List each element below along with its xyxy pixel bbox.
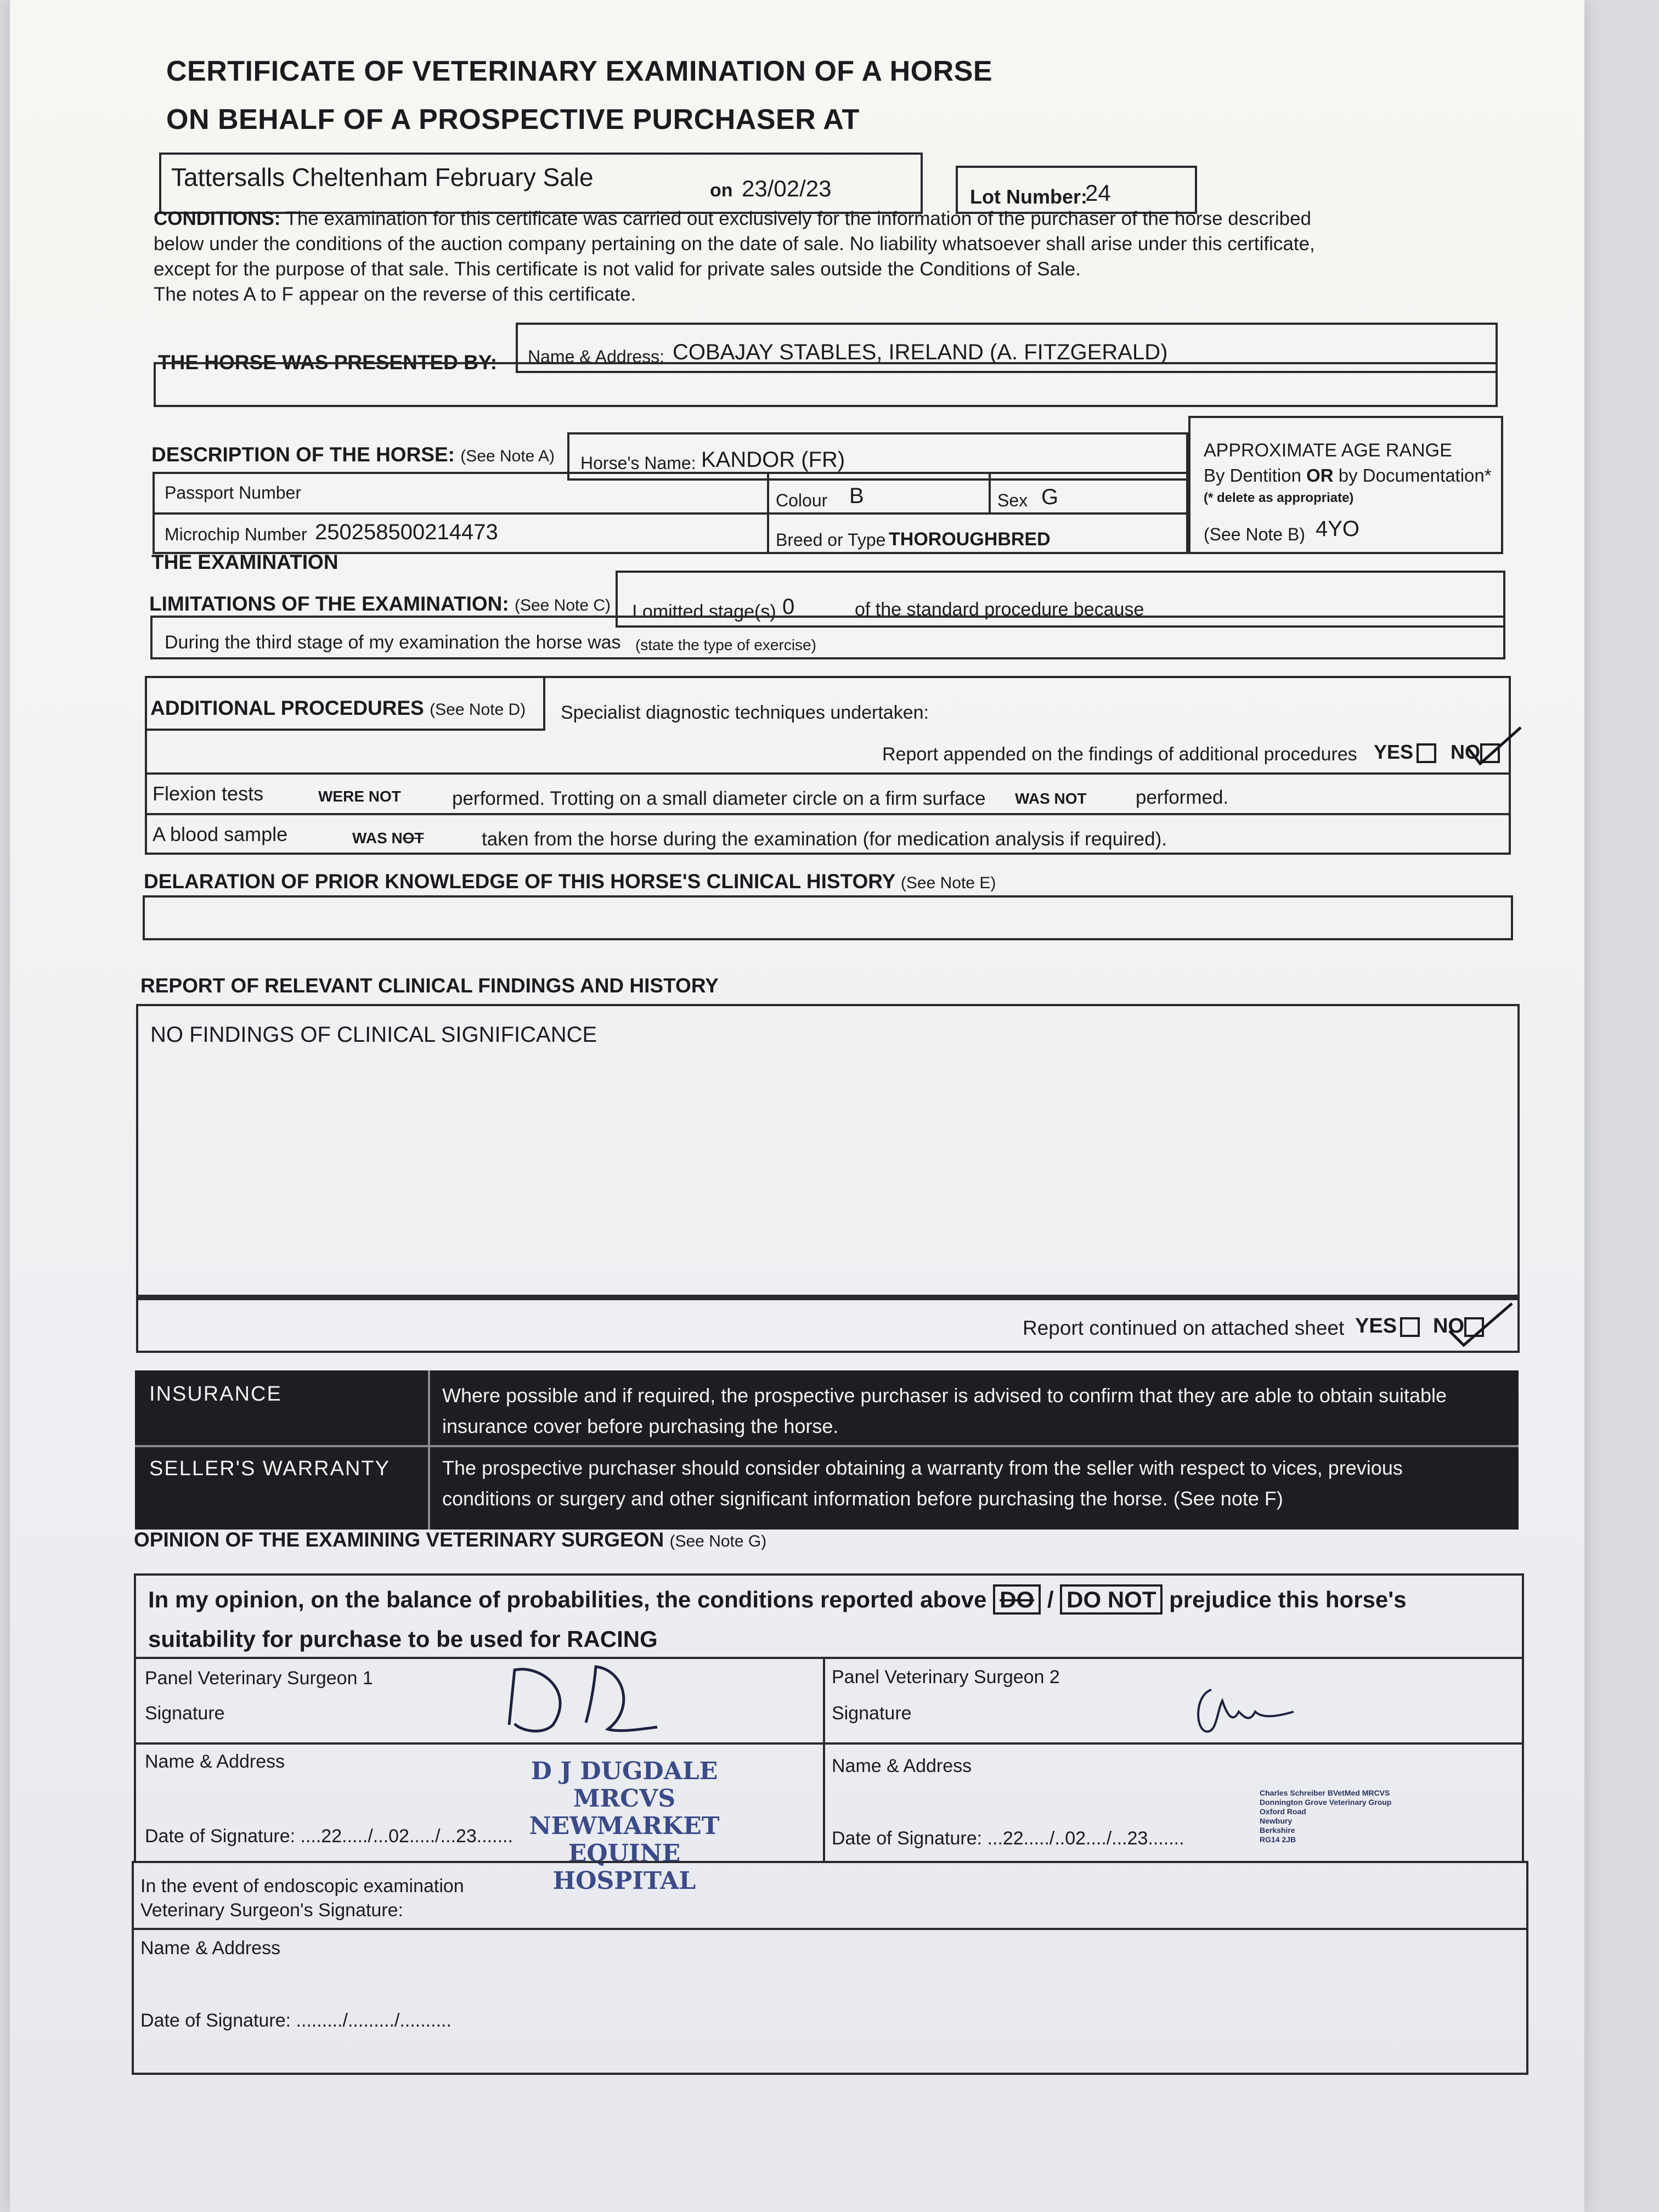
endoscopic-date-value: ........./........./.......... — [296, 2010, 452, 2031]
sale-box — [159, 153, 923, 214]
age-note: (See Note B) — [1204, 524, 1305, 544]
report-appended-no-label: NO — [1451, 741, 1480, 763]
report-continued-label: Report continued on attached sheet — [1023, 1317, 1345, 1339]
age-box — [1188, 416, 1503, 554]
report-appended-yes-checkbox[interactable] — [1417, 743, 1436, 763]
endoscopic-text — [140, 1874, 464, 1922]
insurance-text — [442, 1380, 1447, 1442]
report-continued-yes-checkbox[interactable] — [1400, 1317, 1420, 1337]
sex-value: G — [1041, 485, 1059, 509]
surgeon1-signature-label: Signature — [145, 1703, 225, 1724]
limitations-note: (See Note C) — [514, 596, 611, 614]
declaration-label — [144, 870, 996, 893]
horse-name-label: Horse's Name: — [580, 453, 696, 473]
certificate-title: CERTIFICATE OF VETERINARY EXAMINATION OF A HORSE — [166, 55, 993, 87]
third-stage-note: (state the type of exercise) — [635, 636, 816, 653]
warranty-line-2: conditions or surgery and other significant information before purchasing the horse. (See note F) — [442, 1487, 1283, 1510]
surgeon2-stamp-line-4: Newbury — [1260, 1816, 1293, 1825]
age-by-documentation: by Documentation* — [1338, 465, 1492, 486]
opinion-box — [134, 1573, 1524, 1659]
report-appended-label: Report appended on the findings of additional procedures — [882, 744, 1357, 765]
trotting-text: performed. — [1136, 787, 1229, 808]
colour-value: B — [849, 484, 864, 508]
endoscopic-date — [140, 2010, 452, 2032]
omitted-label: I omitted stage(s) — [632, 601, 776, 622]
flexion-text: performed. Trotting on a small diameter circle on a firm surface — [452, 788, 986, 809]
opinion-do-struck: DO — [993, 1584, 1041, 1615]
flexion-value: WERE NOT — [318, 788, 401, 805]
report-label: REPORT OF RELEVANT CLINICAL FINDINGS AND HISTORY — [140, 974, 719, 997]
additional-label-text: ADDITIONAL PROCEDURES — [150, 697, 424, 719]
breed-label: Breed or Type — [776, 530, 886, 550]
declaration-box — [143, 895, 1513, 940]
warranty-line-1: The prospective purchaser should consider obtaining a warranty from the seller with respect to vices, previous — [442, 1457, 1403, 1479]
opinion-text-b: prejudice this horse's — [1169, 1587, 1407, 1612]
surgeon2-stamp-line-3: Oxford Road — [1260, 1807, 1306, 1816]
surgeon2-name-label: Name & Address — [832, 1756, 972, 1776]
insurance-label: INSURANCE — [149, 1383, 282, 1406]
report-appended-no-tick — [1464, 720, 1524, 769]
age-value: 4YO — [1316, 517, 1360, 541]
report-finding: NO FINDINGS OF CLINICAL SIGNIFICANCE — [150, 1023, 597, 1047]
additional-label — [150, 697, 526, 720]
blood-label: A blood sample — [153, 823, 288, 845]
declaration-label-text: DELARATION OF PRIOR KNOWLEDGE OF THIS HORSE'S CLINICAL HISTORY — [144, 870, 895, 893]
report-appended-yes-label: YES — [1374, 741, 1414, 763]
description-label — [151, 443, 555, 466]
specialist-label: Specialist diagnostic techniques undertaken: — [561, 702, 929, 723]
surgeon1-signature — [498, 1659, 674, 1741]
surgeon1-stamp-line-2: NEWMARKET — [529, 1812, 720, 1840]
horse-name: KANDOR (FR) — [701, 448, 845, 472]
opinion-text-a: In my opinion, on the balance of probabilities, the conditions reported above — [148, 1587, 987, 1612]
surgeon1-date-value: ....22...../...02...../...23....... — [300, 1826, 513, 1847]
flexion-label: Flexion tests — [153, 782, 264, 805]
opinion-label-text: OPINION OF THE EXAMINING VETERINARY SURGEON — [134, 1528, 664, 1551]
horse-details-box — [153, 472, 1188, 554]
age-method — [1204, 465, 1492, 486]
report-appended-yes — [1374, 741, 1436, 764]
sale-on-label: on — [710, 180, 733, 201]
presented-name-label: Name & Address: — [528, 347, 664, 366]
surgeon2-title: Panel Veterinary Surgeon 2 — [832, 1667, 1060, 1688]
endoscopic-name-label: Name & Address — [140, 1938, 281, 1959]
endoscopic-line-1: In the event of endoscopic examination — [140, 1876, 464, 1897]
age-by-dentition: By Dentition — [1204, 465, 1301, 486]
surgeon1-name-label: Name & Address — [145, 1751, 285, 1772]
surgeon1-stamp-line-3: EQUINE HOSPITAL — [552, 1839, 696, 1895]
description-label-text: DESCRIPTION OF THE HORSE: — [151, 443, 455, 466]
surgeon2-stamp-line-6: RG14 2JB — [1260, 1835, 1296, 1844]
limitations-label — [149, 592, 611, 616]
surgeon1-stamp-line-1: D J DUGDALE MRCVS — [531, 1757, 718, 1813]
surgeon2-date-label: Date of Signature: — [832, 1828, 983, 1849]
breed-value: THOROUGHBRED — [889, 529, 1051, 550]
presented-address-box — [154, 362, 1498, 407]
blood-value-text: WAS N — [352, 830, 403, 847]
omitted-value: 0 — [782, 595, 795, 619]
certificate-page — [10, 0, 1584, 2212]
warranty-label: SELLER'S WARRANTY — [149, 1457, 390, 1480]
passport-label: Passport Number — [165, 483, 301, 503]
insurance-line-1: Where possible and if required, the prospective purchaser is advised to confirm that they are able to obtain suitable — [442, 1384, 1447, 1407]
opinion-statement — [148, 1587, 1407, 1613]
opinion-label — [134, 1528, 766, 1551]
insurance-line-2: insurance cover before purchasing the horse. — [442, 1415, 839, 1437]
surgeon2-signature-label: Signature — [832, 1703, 912, 1724]
limitations-label-text: LIMITATIONS OF THE EXAMINATION: — [149, 592, 509, 615]
insurance-warranty-band — [135, 1370, 1519, 1530]
trotting-value: WAS NOT — [1015, 790, 1087, 807]
declaration-note: (See Note E) — [900, 874, 996, 892]
colour-label: Colour — [776, 490, 828, 510]
surgeon1-date — [145, 1826, 513, 1847]
surgeon2-signature — [1189, 1679, 1305, 1739]
age-delete-note: (* delete as appropriate) — [1204, 490, 1354, 505]
report-continued-yes-label: YES — [1355, 1314, 1397, 1338]
third-stage-box — [150, 616, 1505, 659]
sex-label: Sex — [997, 490, 1028, 510]
conditions-line-2: below under the conditions of the auction company pertaining on the date of sale. No liability whatsoever shall arise under this certificate, — [154, 233, 1315, 255]
surgeon2-stamp-line-5: Berkshire — [1260, 1826, 1295, 1835]
conditions-line-3: except for the purpose of that sale. This certificate is not valid for private sales outside the Conditions of Sale. — [154, 258, 1081, 280]
endoscopic-line-2: Veterinary Surgeon's Signature: — [140, 1900, 404, 1921]
blood-text: taken from the horse during the examination (for medication analysis if required). — [482, 828, 1167, 850]
certificate-subtitle: ON BEHALF OF A PROSPECTIVE PURCHASER AT — [166, 104, 860, 136]
conditions-line-4: The notes A to F appear on the reverse of this certificate. — [154, 284, 636, 305]
additional-note: (See Note D) — [430, 701, 526, 719]
presented-label: THE HORSE WAS PRESENTED BY: — [158, 351, 498, 374]
additional-procedures-box — [145, 676, 1511, 855]
third-stage-text: During the third stage of my examination the horse was — [165, 632, 621, 653]
description-note: (See Note A) — [460, 447, 555, 465]
surgeon2-stamp-line-1: Charles Schreiber BVetMed MRCVS — [1260, 1788, 1390, 1797]
sale-name: Tattersalls Cheltenham February Sale — [171, 163, 594, 191]
surgeon2-date-value: ...22...../..02..../...23....... — [987, 1828, 1184, 1849]
microchip-label: Microchip Number — [165, 524, 307, 544]
conditions-label: CONDITIONS: — [154, 208, 281, 229]
blood-value-struck: OT — [402, 830, 424, 847]
report-continued-box — [136, 1295, 1520, 1353]
age-title: APPROXIMATE AGE RANGE — [1204, 440, 1452, 461]
opinion-text-c: suitability for purchase to be used for RACING — [148, 1626, 658, 1652]
report-box — [136, 1004, 1520, 1300]
report-continued-no-label: NO — [1433, 1314, 1464, 1338]
surgeon1-title: Panel Veterinary Surgeon 1 — [145, 1668, 373, 1689]
endoscopic-date-label: Date of Signature: — [140, 2010, 291, 2031]
opinion-slash: / — [1047, 1587, 1054, 1612]
age-or: OR — [1306, 465, 1334, 486]
report-continued-yes — [1355, 1314, 1420, 1338]
endoscopic-box — [132, 1861, 1528, 2075]
surgeon1-date-label: Date of Signature: — [145, 1826, 296, 1847]
warranty-text — [442, 1453, 1403, 1514]
blood-value — [352, 830, 424, 847]
omitted-suffix: of the standard procedure because — [855, 599, 1144, 620]
surgeon2-date — [832, 1828, 1184, 1849]
examination-title: THE EXAMINATION — [151, 551, 338, 573]
presented-name-value: COBAJAY STABLES, IRELAND (A. FITZGERALD) — [673, 340, 1168, 364]
conditions-line-1: The examination for this certificate was carried out exclusively for the information of the purchaser of the horse described — [285, 208, 1312, 229]
surgeon2-stamp-line-2: Donnington Grove Veterinary Group — [1260, 1798, 1392, 1807]
conditions-paragraph — [154, 206, 1498, 307]
microchip-value: 250258500214473 — [315, 520, 498, 544]
lot-label: Lot Number: — [970, 185, 1087, 208]
lot-number: 24 — [1085, 180, 1111, 206]
surgeon2-stamp — [1260, 1788, 1391, 1844]
opinion-do-not: DO NOT — [1060, 1584, 1163, 1615]
report-continued-no-tick — [1444, 1297, 1515, 1352]
sale-date: 23/02/23 — [742, 176, 832, 201]
opinion-note: (See Note G) — [669, 1532, 767, 1550]
